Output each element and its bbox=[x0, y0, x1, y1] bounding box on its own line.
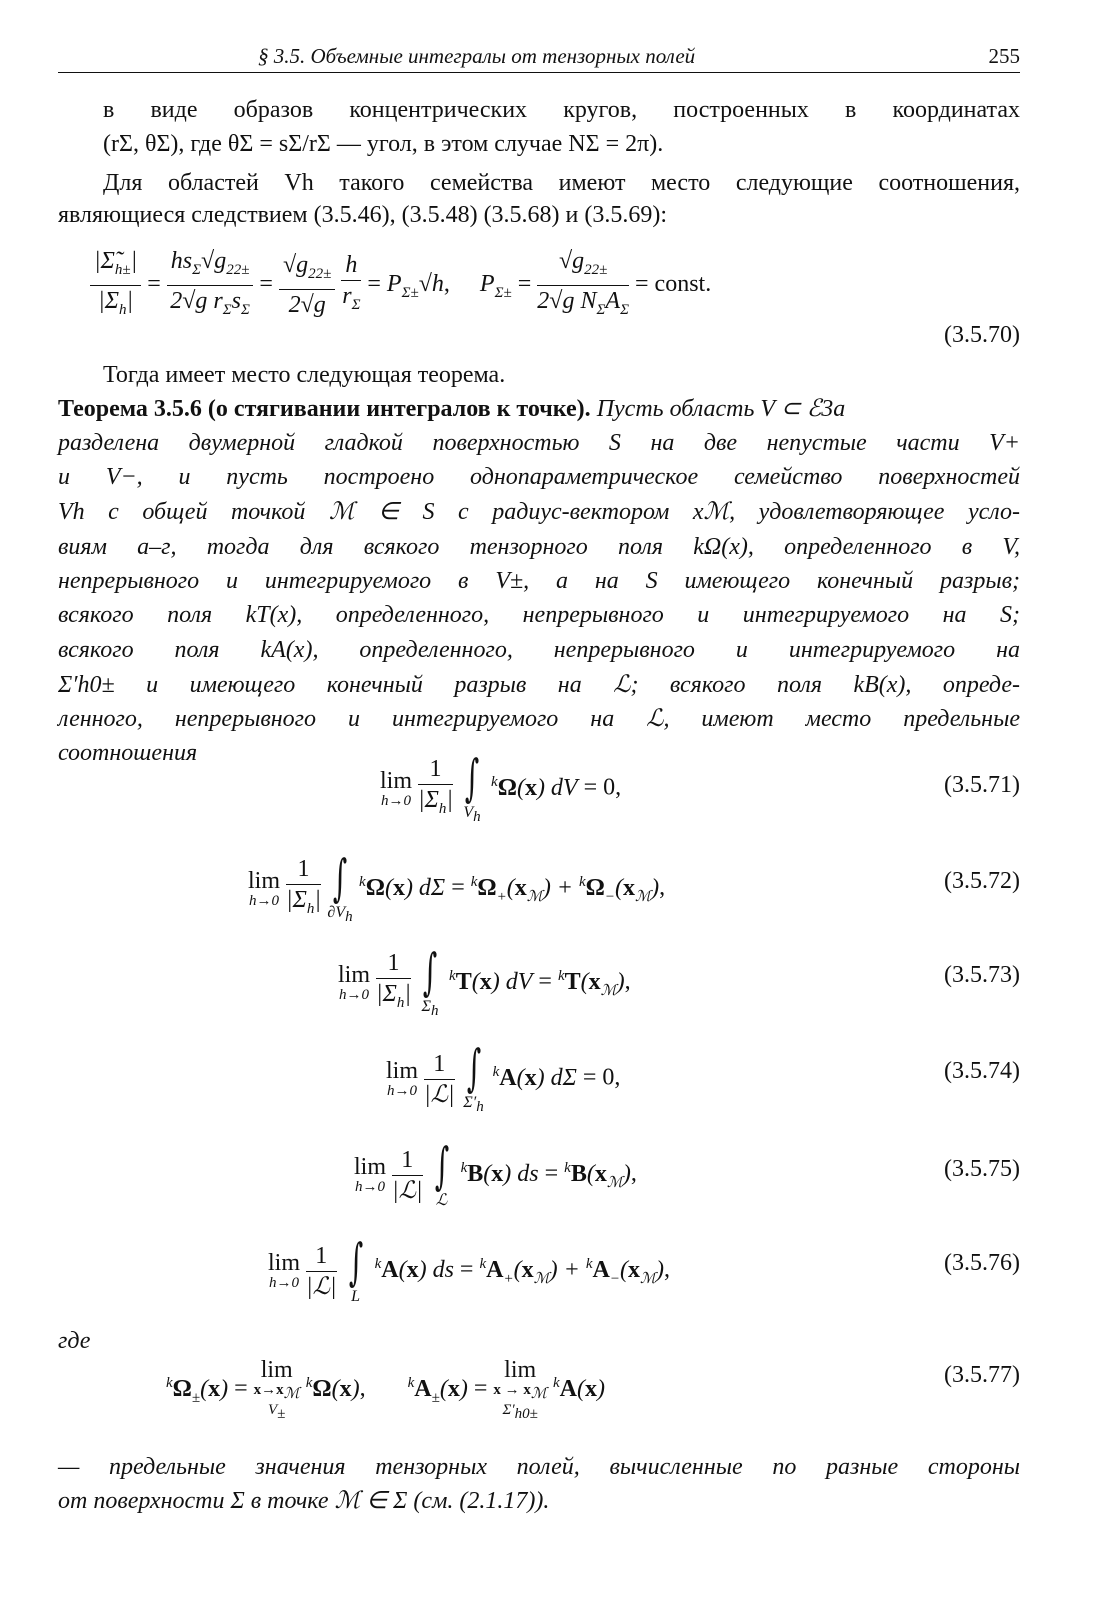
page-number: 255 bbox=[988, 44, 1020, 68]
paragraph-line: от поверхности Σ в точке ℳ ∈ Σ (см. (2.1.17)). bbox=[58, 1488, 550, 1514]
theorem-line: ленного, непрерывного и интегрируемого на ℒ, имеют место предельные bbox=[58, 706, 1020, 732]
fraction: $\frac{√g_{22\pm}}{2√g N_\Sigma A_\Sigma}$ bbox=[537, 248, 629, 318]
equation-number: (3.5.72) bbox=[944, 868, 1020, 894]
where-word: где bbox=[58, 1328, 91, 1354]
paragraph-line: Для областей Vh такого семейства имеют место следующие соотношения, bbox=[103, 170, 1020, 196]
paragraph-line: — предельные значения тензорных полей, вычисленные по разные стороны bbox=[58, 1454, 1020, 1480]
equation-3-5-72: lim h→0 $\frac{1}{|\Sigma_h|}$ ∫ $\partial V_h$ $^k$Ω(x) $d\Sigma = ^k\Omega_+(x_ℳ) + ^k\Omega_-(x_ℳ)$, bbox=[248, 849, 666, 926]
fraction: $\frac{√g_{22\pm}}{2√g}$ bbox=[279, 250, 335, 320]
equation-number: (3.5.73) bbox=[944, 962, 1020, 988]
theorem-line: виям а–г, тогда для всякого тензорного поля kΩ(x), определенного в V, bbox=[58, 534, 1020, 560]
equation-number: (3.5.77) bbox=[944, 1362, 1020, 1388]
fraction: $\frac{hs_\Sigma√g_{22\pm}}{2√g r_\Sigma s_\Sigma}$ bbox=[167, 246, 254, 325]
running-header bbox=[58, 42, 1020, 73]
theorem-line: Теорема 3.5.6 (о стягивании интегралов к точке). Пусть область V ⊂ ℰ3a bbox=[58, 396, 846, 422]
theorem-line: соотношения bbox=[58, 740, 198, 766]
paragraph-line: Тогда имеет место следующая теорема. bbox=[103, 362, 506, 388]
theorem-line: разделена двумерной гладкой поверхностью S на две непустые части V+ bbox=[58, 430, 1020, 456]
fraction: $\frac{|\Sigmã_{h\pm}|}{|\Sigma_h|}$ bbox=[90, 246, 141, 325]
paragraph-line: являющиеся следствием (3.5.46), (3.5.48) (3.5.68) и (3.5.69): bbox=[58, 202, 668, 228]
equation-number: (3.5.71) bbox=[944, 772, 1020, 798]
theorem-line: всякого поля kA(x), определенного, непрерывного и интегрируемого на bbox=[58, 637, 1020, 663]
theorem-line: и V−, и пусть построено однопараметрическое семейство поверхностей bbox=[58, 464, 1020, 490]
equation-number: (3.5.70) bbox=[944, 322, 1020, 348]
equation-3-5-75: lim h→0 $\frac{1}{\text{|ℒ|}}$ ∫ ℒ $^k$B(x) ds = $^kB(x_ℳ)$, bbox=[354, 1137, 637, 1209]
theorem-heading: Теорема 3.5.6 (о стягивании интегралов к точке). bbox=[58, 396, 591, 422]
equation-3-5-76: lim h→0 $\frac{1}{\text{|ℒ|}}$ ∫ L $^k$A(x) ds = $^kA_+(x_ℳ) + ^kA_-(x_ℳ)$, bbox=[268, 1233, 671, 1305]
equation-3-5-74: lim h→0 $\frac{1}{\text{|ℒ|}}$ ∫ $\Sigma'_h$ $^k$A(x) dΣ = 0, bbox=[386, 1039, 621, 1116]
equation-number: (3.5.75) bbox=[944, 1156, 1020, 1182]
fraction: $\frac{h}{r_\Sigma}$ bbox=[342, 252, 361, 314]
paragraph-line: в виде образов концентрических кругов, построенных в координатах bbox=[103, 97, 1020, 123]
theorem-line: непрерывного и интегрируемого в V±, а на S имеющего конечный разрыв; bbox=[58, 568, 1020, 594]
equation-3-5-71: lim h→0 $\frac{1}{|\Sigma_h|}$ ∫ $V_h$ $^k$Ω(x) dV = 0, bbox=[380, 749, 622, 826]
theorem-line: Vh с общей точкой ℳ ∈ S с радиус-вектором xℳ, удовлетворяющее усло- bbox=[58, 499, 1021, 525]
equation-3-5-73: lim h→0 $\frac{1}{|\Sigma_h|}$ ∫ $\Sigma_h$ $^k$T(x) dV = $^kT(x_ℳ)$, bbox=[338, 943, 631, 1020]
equation-3-5-70: $\frac{|\Sigmã_{h\pm}|}{|\Sigma_h|}$ = $\frac{hs_\Sigma√g_{22\pm}}{2√g r_\Sigma s_\Sigma}$ = $\frac{√g_{22\pm}}{2√g}$ $\frac{h}{r_\Sigma}$ = $P_{\Sigma\pm}√h$, $P_{\Sigma\pm}$ = $\frac{√g_{22\pm}}{2√g N_\Sigma A_\Sigma}$ = const. bbox=[90, 246, 711, 325]
theorem-line: Σ′h0± и имеющего конечный разрыв на ℒ; всякого поля kB(x), опреде- bbox=[58, 672, 1020, 698]
paragraph-line: (rΣ, θΣ), где θΣ = sΣ/rΣ — угол, в этом случае NΣ = 2π). bbox=[103, 131, 664, 157]
equation-3-5-77: $^k\Omega_\pm(x)$ = lim $x\to x_ℳ$ $V_\pm$ $^k$Ω(x), $^kA_\pm(x)$ = lim $x \to x_ℳ$ $\Sigma'_{h0\pm}$ $^k$A(x) bbox=[166, 1357, 605, 1422]
equation-number: (3.5.76) bbox=[944, 1250, 1020, 1276]
section-title: § 3.5. Объемные интегралы от тензорных полей bbox=[258, 44, 696, 68]
theorem-line: всякого поля kT(x), определенного, непрерывного и интегрируемого на S; bbox=[58, 602, 1020, 628]
equation-number: (3.5.74) bbox=[944, 1058, 1020, 1084]
